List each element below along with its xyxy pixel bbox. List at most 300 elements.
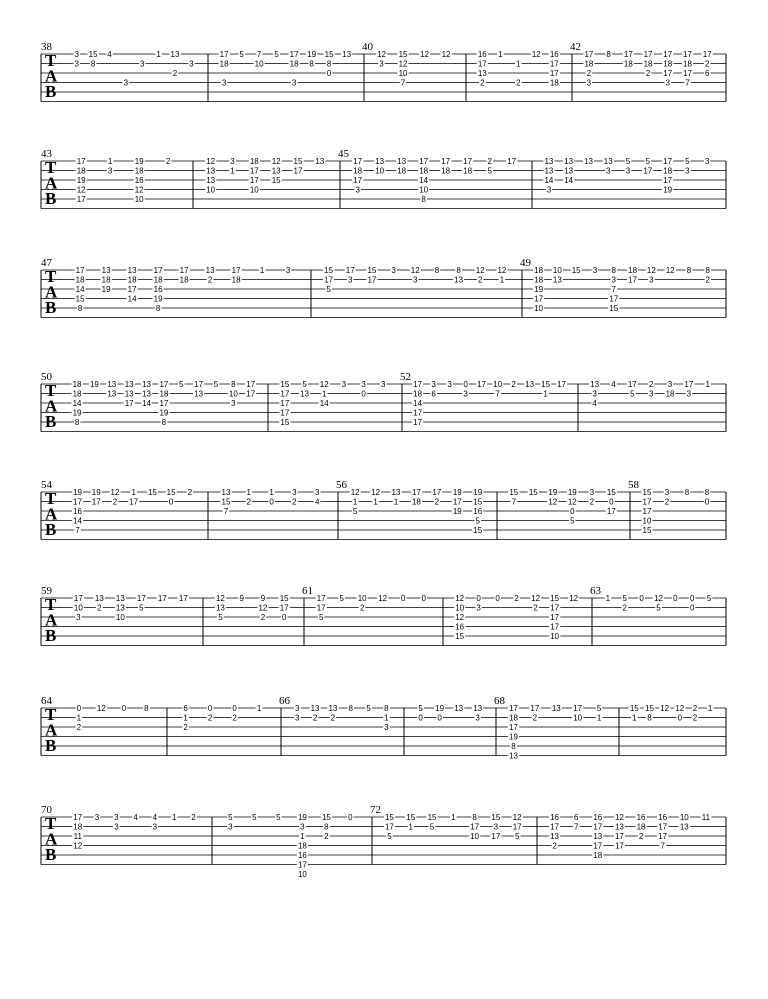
fret-number: 10 bbox=[206, 185, 216, 195]
fret-number: 17 bbox=[91, 497, 101, 507]
tab-clef-letter: A bbox=[45, 504, 58, 524]
fret-number: 3 bbox=[230, 157, 235, 166]
fret-number: 12 bbox=[215, 594, 225, 603]
fret-number: 3 bbox=[664, 488, 670, 497]
fret-number: 3 bbox=[295, 713, 300, 723]
fret-number: 18 bbox=[249, 157, 259, 166]
fret-number: 1 bbox=[352, 497, 358, 507]
fret-number: 13 bbox=[454, 704, 464, 713]
fret-number: 17 bbox=[316, 603, 326, 613]
fret-number: 3 bbox=[152, 822, 158, 832]
fret-number: 19 bbox=[89, 380, 99, 389]
measure-number: 40 bbox=[362, 41, 373, 53]
fret-number: 19 bbox=[153, 294, 163, 304]
fret-number: 15 bbox=[324, 266, 334, 275]
fret-number: 13 bbox=[590, 380, 600, 389]
fret-number: 17 bbox=[530, 704, 540, 713]
tab-clef-letter: B bbox=[45, 189, 57, 208]
fret-number: 16 bbox=[593, 813, 603, 822]
fret-number: 5 bbox=[570, 516, 575, 526]
fret-number: 2 bbox=[183, 723, 188, 732]
fret-number: 14 bbox=[319, 399, 329, 408]
fret-number: 12 bbox=[258, 603, 268, 613]
fret-number: 18 bbox=[636, 822, 646, 832]
fret-number: 10 bbox=[534, 304, 544, 313]
fret-number: 8 bbox=[684, 488, 690, 497]
fret-number: 17 bbox=[367, 275, 377, 285]
fret-number: 0 bbox=[400, 594, 406, 603]
fret-number: 3 bbox=[94, 813, 100, 822]
fret-number: 12 bbox=[675, 704, 685, 713]
fret-number: 16 bbox=[73, 507, 83, 516]
fret-number: 3 bbox=[665, 78, 670, 88]
fret-number: 15 bbox=[384, 813, 394, 822]
fret-number: 2 bbox=[705, 275, 711, 285]
fret-number: 10 bbox=[249, 185, 259, 195]
fret-number: 17 bbox=[606, 507, 616, 516]
fret-number: 15 bbox=[629, 704, 639, 713]
fret-number: 2 bbox=[207, 275, 213, 285]
fret-number: 18 bbox=[643, 59, 653, 69]
fret-number: 2 bbox=[552, 841, 557, 851]
fret-number: 12 bbox=[73, 841, 83, 851]
fret-number: 10 bbox=[679, 813, 689, 822]
fret-number: 5 bbox=[366, 704, 371, 713]
fret-number: 2 bbox=[434, 497, 440, 507]
fret-number: 8 bbox=[144, 704, 149, 713]
fret-number: 1 bbox=[373, 497, 378, 507]
fret-number: 8 bbox=[421, 195, 426, 204]
fret-number: 18 bbox=[289, 59, 299, 69]
fret-number: 13 bbox=[205, 266, 215, 275]
fret-number: 16 bbox=[455, 622, 465, 632]
fret-number: 3 bbox=[648, 389, 654, 399]
fret-number: 0 bbox=[232, 704, 237, 713]
fret-number: 2 bbox=[692, 704, 698, 713]
fret-number: 17 bbox=[441, 157, 451, 166]
fret-number: 17 bbox=[129, 497, 139, 507]
fret-number: 19 bbox=[452, 488, 462, 497]
fret-number: 15 bbox=[279, 594, 289, 603]
fret-number: 15 bbox=[473, 526, 483, 535]
fret-number: 1 bbox=[451, 813, 456, 822]
fret-number: 7 bbox=[223, 507, 229, 516]
fret-number: 18 bbox=[159, 389, 169, 399]
fret-number: 15 bbox=[473, 497, 483, 507]
fret-number: 15 bbox=[606, 488, 616, 497]
fret-number: 17 bbox=[642, 497, 652, 507]
fret-number: 15 bbox=[367, 266, 377, 275]
fret-number: 3 bbox=[140, 59, 145, 69]
fret-number: 3 bbox=[114, 822, 119, 832]
fret-number: 3 bbox=[74, 50, 79, 59]
fret-number: 15 bbox=[280, 418, 290, 427]
fret-number: 17 bbox=[124, 399, 134, 408]
tab-clef-letter: B bbox=[45, 626, 57, 645]
fret-number: 17 bbox=[280, 399, 290, 408]
fret-number: 17 bbox=[76, 195, 86, 204]
tab-clef-letter: T bbox=[45, 381, 57, 400]
fret-number: 15 bbox=[406, 813, 416, 822]
fret-number: 1 bbox=[171, 813, 177, 822]
fret-number: 8 bbox=[326, 59, 332, 69]
fret-number: 12 bbox=[398, 59, 408, 69]
tab-clef-letter: A bbox=[45, 282, 58, 302]
fret-number: 17 bbox=[593, 822, 603, 832]
measure-number: 63 bbox=[590, 585, 601, 597]
fret-number: 4 bbox=[107, 50, 112, 59]
fret-number: 19 bbox=[567, 488, 577, 497]
fret-number: 17 bbox=[663, 176, 673, 185]
fret-number: 10 bbox=[398, 69, 408, 78]
fret-number: 17 bbox=[573, 704, 583, 713]
fret-number: 10 bbox=[470, 832, 480, 841]
fret-number: 3 bbox=[586, 78, 592, 88]
fret-number: 13 bbox=[107, 380, 117, 389]
fret-number: 17 bbox=[353, 176, 363, 185]
fret-number: 19 bbox=[76, 176, 86, 185]
fret-number: 13 bbox=[115, 603, 125, 613]
fret-number: 0 bbox=[570, 507, 575, 516]
fret-number: 2 bbox=[638, 832, 644, 841]
tab-system bbox=[41, 479, 726, 540]
fret-number: 4 bbox=[592, 399, 597, 408]
fret-number: 17 bbox=[477, 59, 487, 69]
fret-number: 2 bbox=[359, 603, 365, 613]
fret-number: 17 bbox=[297, 860, 307, 870]
fret-number: 15 bbox=[427, 813, 437, 822]
fret-number: 2 bbox=[516, 78, 521, 88]
fret-number: 3 bbox=[221, 78, 227, 88]
fret-number: 5 bbox=[239, 50, 244, 59]
fret-number: 17 bbox=[246, 380, 256, 389]
fret-number: 12 bbox=[350, 488, 360, 497]
fret-number: 1 bbox=[384, 713, 389, 723]
fret-number: 3 bbox=[114, 813, 119, 822]
fret-number: 17 bbox=[280, 389, 290, 399]
fret-number: 16 bbox=[473, 507, 483, 516]
fret-number: 12 bbox=[378, 594, 388, 603]
fret-number: 13 bbox=[206, 176, 216, 185]
fret-number: 15 bbox=[324, 50, 334, 59]
fret-number: 8 bbox=[384, 704, 389, 713]
fret-number: 11 bbox=[73, 832, 82, 841]
fret-number: 19 bbox=[159, 408, 169, 418]
fret-number: 5 bbox=[656, 603, 661, 613]
fret-number: 1 bbox=[183, 713, 188, 723]
tab-system bbox=[41, 695, 726, 761]
fret-number: 12 bbox=[660, 704, 670, 713]
fret-number: 2 bbox=[191, 813, 196, 822]
fret-number: 13 bbox=[124, 380, 134, 389]
fret-number: 6 bbox=[573, 813, 579, 822]
fret-number: 13 bbox=[550, 832, 560, 841]
fret-number: 3 bbox=[76, 613, 81, 622]
fret-number: 18 bbox=[219, 59, 229, 69]
fret-number: 6 bbox=[704, 69, 710, 78]
tab-system bbox=[41, 804, 726, 879]
fret-number: 17 bbox=[642, 507, 652, 516]
fret-number: 6 bbox=[431, 389, 436, 399]
fret-number: 12 bbox=[497, 266, 507, 275]
fret-number: 10 bbox=[297, 870, 307, 879]
fret-number: 2 bbox=[260, 613, 266, 622]
fret-number: 0 bbox=[421, 594, 426, 603]
fret-number: 18 bbox=[76, 166, 86, 176]
fret-number: 17 bbox=[658, 832, 668, 841]
measure-number: 59 bbox=[41, 585, 52, 597]
fret-number: 0 bbox=[269, 497, 274, 507]
fret-number: 1 bbox=[408, 822, 413, 832]
fret-number: 5 bbox=[276, 813, 281, 822]
fret-number: 0 bbox=[609, 497, 614, 507]
fret-number: 3 bbox=[348, 275, 353, 285]
fret-number: 3 bbox=[447, 380, 452, 389]
fret-number: 2 bbox=[76, 723, 82, 732]
fret-number: 14 bbox=[142, 399, 151, 408]
fret-number: 3 bbox=[649, 275, 654, 285]
fret-number: 17 bbox=[683, 50, 692, 59]
fret-number: 12 bbox=[110, 488, 120, 497]
fret-number: 17 bbox=[353, 157, 363, 166]
fret-number: 18 bbox=[441, 166, 451, 176]
fret-number: 8 bbox=[155, 304, 161, 313]
tab-clef-letter: B bbox=[45, 298, 57, 317]
fret-number: 15 bbox=[398, 50, 408, 59]
fret-number: 0 bbox=[689, 603, 695, 613]
fret-number: 13 bbox=[328, 704, 338, 713]
fret-number: 15 bbox=[509, 488, 519, 497]
fret-number: 10 bbox=[134, 195, 144, 204]
fret-number: 5 bbox=[645, 157, 651, 166]
fret-number: 8 bbox=[434, 266, 440, 275]
fret-number: 12 bbox=[531, 594, 541, 603]
fret-number: 17 bbox=[584, 50, 594, 59]
fret-number: 18 bbox=[297, 841, 307, 851]
fret-number: 16 bbox=[550, 813, 560, 822]
fret-number: 3 bbox=[355, 185, 360, 195]
fret-number: 7 bbox=[400, 78, 406, 88]
fret-number: 3 bbox=[74, 59, 79, 69]
fret-number: 13 bbox=[391, 488, 401, 497]
fret-number: 18 bbox=[534, 266, 544, 275]
fret-number: 13 bbox=[170, 50, 180, 59]
fret-number: 0 bbox=[326, 69, 332, 78]
fret-number: 15 bbox=[75, 294, 85, 304]
fret-number: 3 bbox=[291, 78, 297, 88]
fret-number: 10 bbox=[493, 380, 503, 389]
fret-number: 2 bbox=[622, 603, 627, 613]
fret-number: 3 bbox=[300, 822, 305, 832]
fret-number: 18 bbox=[72, 389, 82, 399]
fret-number: 17 bbox=[159, 380, 169, 389]
fret-number: 3 bbox=[314, 488, 320, 497]
fret-number: 0 bbox=[689, 594, 695, 603]
fret-number: 3 bbox=[413, 275, 418, 285]
fret-number: 12 bbox=[646, 266, 656, 275]
fret-number: 8 bbox=[647, 713, 652, 723]
fret-number: 5 bbox=[213, 380, 219, 389]
fret-number: 3 bbox=[285, 266, 291, 275]
fret-number: 13 bbox=[94, 594, 104, 603]
fret-number: 12 bbox=[76, 185, 86, 195]
fret-number: 17 bbox=[477, 380, 487, 389]
fret-number: 2 bbox=[480, 78, 485, 88]
fret-number: 18 bbox=[663, 166, 673, 176]
fret-number: 0 bbox=[168, 497, 174, 507]
fret-number: 19 bbox=[548, 488, 558, 497]
fret-number: 7 bbox=[75, 526, 80, 535]
fret-number: 2 bbox=[112, 497, 118, 507]
fret-number: 17 bbox=[623, 50, 633, 59]
fret-number: 3 bbox=[476, 603, 481, 613]
fret-number: 1 bbox=[256, 704, 262, 713]
fret-number: 3 bbox=[189, 59, 194, 69]
tab-clef-letter: T bbox=[45, 705, 57, 724]
fret-number: 15 bbox=[571, 266, 581, 275]
tab-clef-letter: T bbox=[45, 51, 57, 70]
fret-number: 5 bbox=[487, 166, 492, 176]
fret-number: 3 bbox=[463, 389, 468, 399]
fret-number: 10 bbox=[550, 632, 560, 641]
fret-number: 17 bbox=[549, 59, 559, 69]
fret-number: 19 bbox=[297, 813, 307, 822]
fret-number: 17 bbox=[324, 275, 334, 285]
fret-number: 15 bbox=[88, 50, 98, 59]
fret-number: 3 bbox=[361, 380, 366, 389]
fret-number: 3 bbox=[123, 78, 129, 88]
fret-number: 0 bbox=[495, 594, 500, 603]
measure-number: 56 bbox=[336, 479, 347, 491]
fret-number: 17 bbox=[463, 157, 473, 166]
fret-number: 5 bbox=[622, 594, 627, 603]
tab-clef-letter: B bbox=[45, 520, 57, 539]
measure-number: 72 bbox=[370, 804, 381, 816]
fret-number: 17 bbox=[507, 157, 517, 166]
fret-number: 5 bbox=[418, 704, 423, 713]
fret-number: 17 bbox=[136, 594, 146, 603]
fret-number: 16 bbox=[153, 285, 163, 294]
tab-clef-letter: A bbox=[45, 396, 58, 416]
fret-number: 15 bbox=[550, 594, 560, 603]
fret-number: 9 bbox=[239, 594, 244, 603]
fret-number: 17 bbox=[289, 50, 299, 59]
tab-system bbox=[41, 585, 726, 646]
measure-number: 45 bbox=[338, 148, 349, 160]
fret-number: 18 bbox=[72, 380, 82, 389]
tab-clef-letter: T bbox=[45, 267, 57, 286]
measure-number: 66 bbox=[279, 695, 290, 707]
fret-number: 13 bbox=[593, 832, 603, 841]
fret-number: 5 bbox=[139, 603, 144, 613]
fret-number: 13 bbox=[509, 751, 518, 761]
tab-clef-letter: A bbox=[45, 66, 58, 86]
fret-number: 1 bbox=[246, 488, 252, 497]
fret-number: 18 bbox=[411, 497, 421, 507]
fret-number: 2 bbox=[664, 497, 670, 507]
measure-number: 58 bbox=[628, 479, 639, 491]
fret-number: 14 bbox=[564, 176, 574, 185]
fret-number: 17 bbox=[219, 50, 229, 59]
fret-number: 0 bbox=[463, 380, 468, 389]
fret-number: 7 bbox=[611, 285, 617, 294]
fret-number: 18 bbox=[75, 275, 85, 285]
fret-number: 17 bbox=[512, 822, 522, 832]
fret-number: 2 bbox=[246, 497, 252, 507]
tab-clef-letter: T bbox=[45, 595, 57, 614]
fret-number: 13 bbox=[375, 157, 385, 166]
fret-number: 17 bbox=[384, 822, 394, 832]
fret-number: 2 bbox=[533, 603, 538, 613]
measure-number: 47 bbox=[41, 257, 52, 269]
fret-number: 2 bbox=[165, 157, 171, 166]
fret-number: 2 bbox=[207, 713, 213, 723]
fret-number: 17 bbox=[549, 69, 559, 78]
fret-number: 17 bbox=[127, 285, 137, 294]
fret-number: 7 bbox=[685, 78, 690, 88]
fret-number: 2 bbox=[478, 275, 483, 285]
fret-number: 17 bbox=[550, 613, 560, 622]
fret-number: 10 bbox=[228, 389, 238, 399]
fret-number: 8 bbox=[324, 822, 329, 832]
fret-number: 18 bbox=[623, 59, 633, 69]
fret-number: 0 bbox=[281, 613, 287, 622]
fret-number: 17 bbox=[231, 266, 241, 275]
fret-number: 19 bbox=[435, 704, 445, 713]
fret-number: 17 bbox=[509, 704, 518, 713]
fret-number: 17 bbox=[280, 408, 290, 418]
fret-number: 13 bbox=[215, 603, 225, 613]
fret-number: 17 bbox=[643, 50, 653, 59]
fret-number: 15 bbox=[645, 704, 654, 713]
fret-number: 1 bbox=[300, 832, 305, 841]
fret-number: 19 bbox=[534, 285, 544, 294]
fret-number: 1 bbox=[131, 488, 136, 497]
fret-number: 3 bbox=[107, 166, 113, 176]
fret-number: 17 bbox=[159, 399, 169, 408]
fret-number: 17 bbox=[452, 497, 462, 507]
fret-number: 3 bbox=[606, 166, 611, 176]
fret-number: 2 bbox=[292, 497, 297, 507]
fret-number: 19 bbox=[91, 488, 101, 497]
fret-number: 8 bbox=[90, 59, 96, 69]
fret-number: 12 bbox=[531, 50, 541, 59]
fret-number: 17 bbox=[413, 380, 423, 389]
fret-number: 12 bbox=[371, 488, 381, 497]
fret-number: 2 bbox=[589, 497, 595, 507]
fret-number: 17 bbox=[73, 594, 83, 603]
fret-number: 10 bbox=[115, 613, 125, 622]
fret-number: 0 bbox=[476, 594, 481, 603]
fret-number: 8 bbox=[705, 266, 711, 275]
fret-number: 2 bbox=[511, 380, 516, 389]
fret-number: 10 bbox=[419, 185, 429, 195]
fret-number: 9 bbox=[260, 594, 266, 603]
fret-number: 5 bbox=[596, 704, 602, 713]
fret-number: 13 bbox=[127, 266, 137, 275]
fret-number: 8 bbox=[309, 59, 314, 69]
fret-number: 17 bbox=[316, 594, 326, 603]
fret-number: 10 bbox=[375, 166, 385, 176]
tab-clef-letter: B bbox=[45, 412, 57, 431]
fret-number: 14 bbox=[73, 516, 83, 526]
fret-number: 16 bbox=[477, 50, 487, 59]
fret-number: 4 bbox=[314, 497, 320, 507]
tab-system bbox=[41, 148, 726, 209]
fret-number: 17 bbox=[75, 266, 85, 275]
fret-number: 19 bbox=[509, 732, 518, 742]
fret-number: 13 bbox=[614, 822, 624, 832]
